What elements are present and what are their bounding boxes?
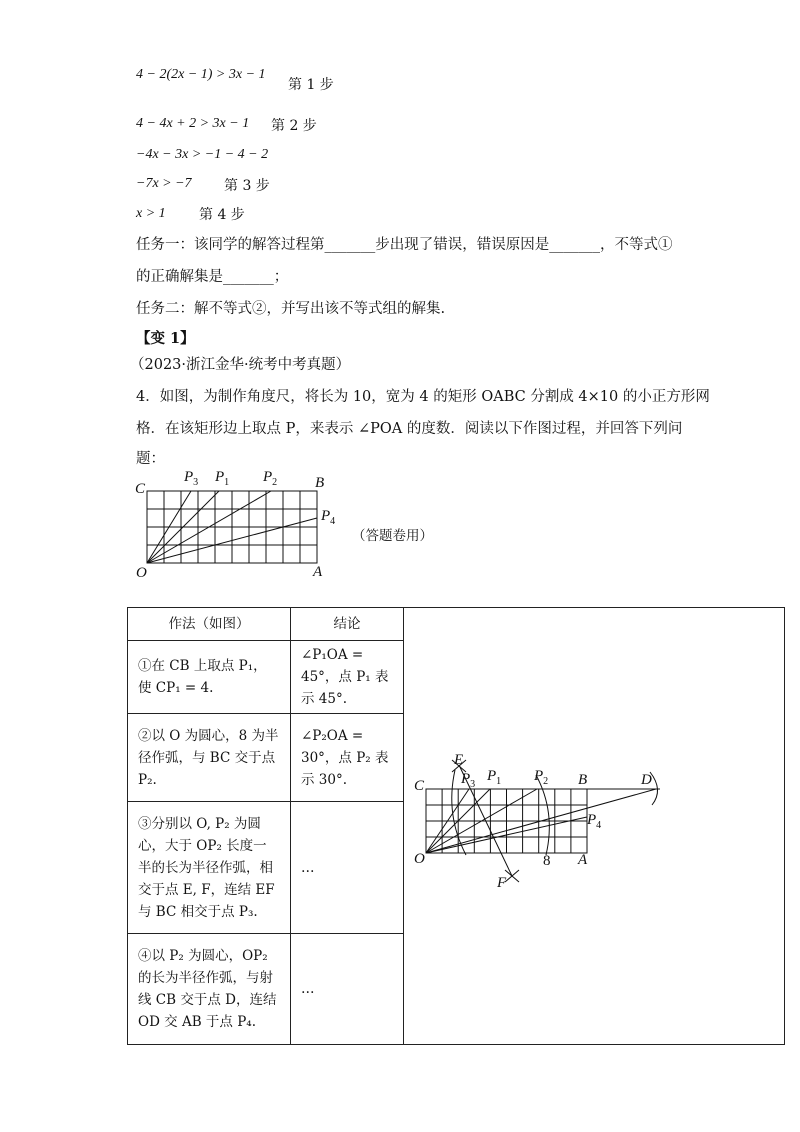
problem-line-2: 格．在该矩形边上取点 P，来表示 ∠POA 的度数．阅读以下作图过程，并回答下列问 <box>136 421 683 437</box>
step-4-expression: x > 1 <box>136 206 166 221</box>
fig2-label-p2: $P_2$ <box>534 768 549 787</box>
step-2-expression: 4 − 4x + 2 > 3x − 1 <box>136 116 250 131</box>
fig2-label-p4: $P_4$ <box>587 812 602 831</box>
fig1-label-o: O <box>136 565 147 581</box>
step-2-label: 第 2 步 <box>271 118 317 134</box>
step-1-label: 第 1 步 <box>288 77 334 93</box>
header-method: 作法（如图） <box>128 608 291 641</box>
source-note: （2023·浙江金华·统考中考真题） <box>130 357 351 373</box>
problem-line-1: 4．如图，为制作角度尺，将长为 10，宽为 4 的矩形 OABC 分割成 4×10 的小正方形网 <box>136 389 710 405</box>
task-2: 任务二：解不等式②，并写出该不等式组的解集. <box>136 301 446 317</box>
fig1-label-c: C <box>135 481 146 497</box>
fig1-label-b: B <box>315 475 325 491</box>
fig2-label-d: D <box>641 772 652 788</box>
fig2-label-o: O <box>414 851 425 867</box>
row-2-method: ②以 O 为圆心，8 为半径作弧，与 BC 交于点 P₂. <box>128 714 291 802</box>
row-4-conclusion: … <box>291 934 404 1045</box>
step-4-label: 第 4 步 <box>199 207 245 223</box>
row-2-conclusion: ∠P₂OA = 30°，点 P₂ 表示 30°. <box>291 714 404 802</box>
step-3-label: 第 3 步 <box>224 178 270 194</box>
variant-heading: 【变 1】 <box>136 330 195 347</box>
fig2-label-c: C <box>414 778 425 794</box>
row-4-method: ④以 P₂ 为圆心，OP₂ 的长为半径作弧，与射线 CB 交于点 D，连结 OD 交 AB 于点 P₄. <box>128 934 291 1045</box>
header-conclusion: 结论 <box>291 608 404 641</box>
fig2-label-f: F <box>497 875 507 891</box>
fig1-label-p3: $P_3$ <box>184 469 199 488</box>
task-1-line-1: 任务一：该同学的解答过程第_______步出现了错误，错误原因是_______，不等式① <box>136 237 673 253</box>
row-3-conclusion: … <box>291 802 404 934</box>
row-1-method: ①在 CB 上取点 P₁，使 CP₁ = 4. <box>128 641 291 714</box>
step-3-expression: −7x > −7 <box>136 176 192 191</box>
arc-8 <box>536 775 549 855</box>
step-2b-expression: −4x − 3x > −1 − 4 − 2 <box>136 147 269 162</box>
step-1-expression: 4 − 2(2x − 1) > 3x − 1 <box>136 67 266 82</box>
fig2-label-8: 8 <box>543 853 551 869</box>
fig2-label-p3: $P_3$ <box>461 771 476 790</box>
task-1-line-2: 的正确解集是_______； <box>136 269 289 285</box>
fig2-label-e: E <box>454 752 464 768</box>
problem-line-3: 题： <box>136 451 165 467</box>
fig1-label-p2: $P_2$ <box>263 469 278 488</box>
fig2-label-a: A <box>578 852 588 868</box>
fig2-label-b: B <box>578 772 588 788</box>
row-1-conclusion: ∠P₁OA = 45°，点 P₁ 表示 45°. <box>291 641 404 714</box>
fig1-label-p4: $P_4$ <box>321 508 336 527</box>
fig1-label-a: A <box>313 564 323 580</box>
figure-1-caption: （答题卷用） <box>352 528 433 544</box>
fig2-label-p1: $P_1$ <box>487 768 502 787</box>
row-3-method: ③分别以 O, P₂ 为圆心，大于 OP₂ 长度一半的长为半径作弧，相交于点 E, F，连结 EF 与 BC 相交于点 P₃. <box>128 802 291 934</box>
fig1-label-p1: $P_1$ <box>215 469 230 488</box>
